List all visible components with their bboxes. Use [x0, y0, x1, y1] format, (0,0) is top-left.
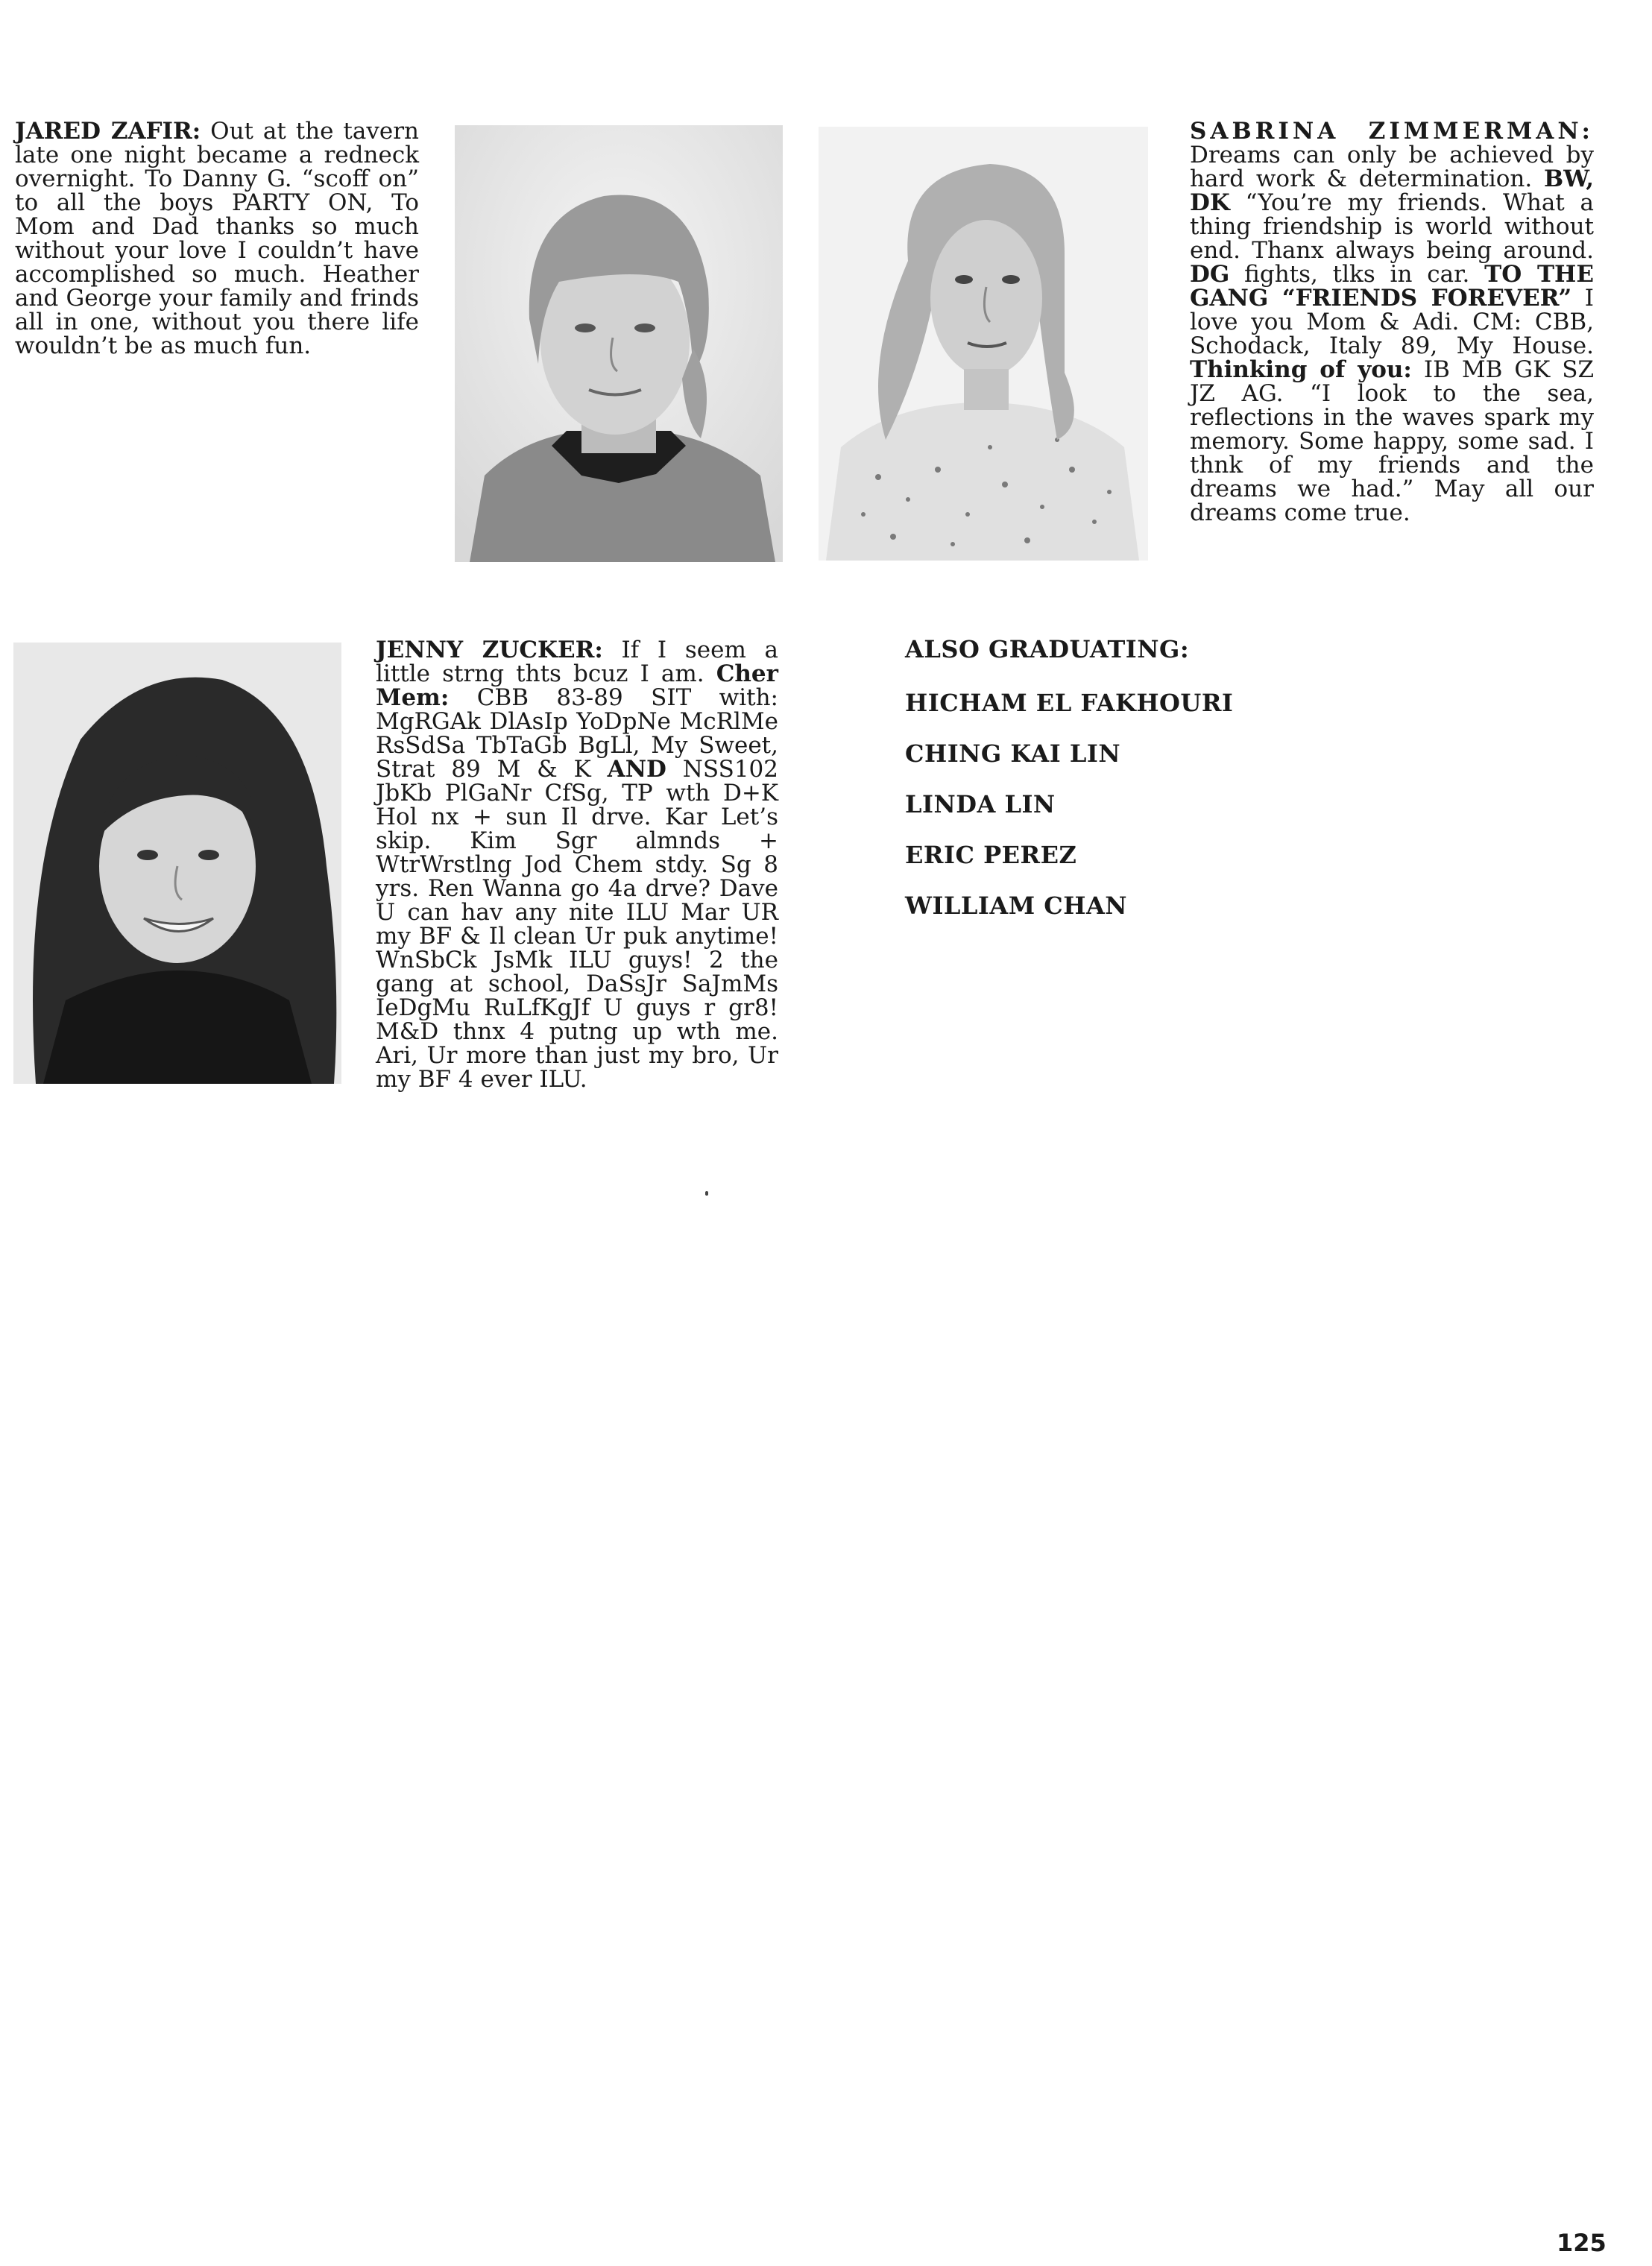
entry-sabrina-zimmerman: SABRINA ZIMMERMAN: Dreams can only be achieved by hard work & determination. BW, DK “You’re my friends. What a thing friendship is world without end. Thanx always being around. DG fights, tlks in car. TO THE GANG “FRIENDS FOREVER” I love you Mom & Adi. CM: CBB, Schodack, Italy 89, My House. Thinking of you: IB MB GK SZ JZ AG. “I look to the sea, reflections in the waves spark my memory. Some happy, some sad. I thnk of my friends and the dreams we had.” May all our dreams come true. [1190, 118, 1594, 526]
student-message: Out at the tavern late one night became a redneck overnight. To Danny G. “scoff on” to all the boys PARTY ON, To Mom and Dad thanks so much without your love I couldn’t have accomplished so much. Heather and George your family and frinds all in one, without you there life wouldn’t be as much fun. [15, 118, 420, 359]
graduate-name: HICHAM EL FAKHOURI [905, 689, 1234, 717]
student-name: SABRINA ZIMMERMAN: [1190, 118, 1594, 145]
portrait-jared-zafir [455, 125, 783, 562]
graduate-name: LINDA LIN [905, 790, 1056, 818]
portrait-sabrina-zimmerman [819, 127, 1148, 561]
also-graduating-heading: ALSO GRADUATING: [905, 635, 1190, 663]
print-speck [705, 1191, 708, 1196]
page-number: 125 [1557, 2229, 1607, 2257]
graduate-name: ERIC PEREZ [905, 841, 1077, 869]
portrait-jenny-zucker [13, 643, 341, 1084]
entry-jenny-zucker: JENNY ZUCKER: If I seem a little strng thts bcuz I am. Cher Mem: CBB 83-89 SIT with: MgRGAk DlAsIp YoDpNe McRlMe RsSdSa TbTaGb BgLl, My Sweet, Strat 89 M & K AND NSS102 JbKb PlGaNr CfSg, TP wth D+K Hol nx + sun Il drve. Kar Let’s skip. Kim Sgr almnds + WtrWrstlng Jod Chem stdy. Sg 8 yrs. Ren Wanna go 4a drve? Dave U can hav any nite ILU Mar UR my BF & Il clean Ur puk anytime! WnSbCk JsMk ILU guys! 2 the gang at school, DaSsJr SaJmMs IeDgMu RuLfKgJf U guys r gr8! M&D thnx 4 putng up wth me. Ari, Ur more than just my bro, Ur my BF 4 ever ILU. [376, 637, 779, 1093]
student-name: JENNY ZUCKER: [376, 637, 603, 663]
graduate-name: CHING KAI LIN [905, 739, 1121, 768]
student-name: JARED ZAFIR: [15, 118, 201, 145]
also-graduating-list [905, 635, 1233, 942]
graduate-name: WILLIAM CHAN [905, 891, 1128, 920]
entry-jared-zafir [15, 119, 419, 358]
